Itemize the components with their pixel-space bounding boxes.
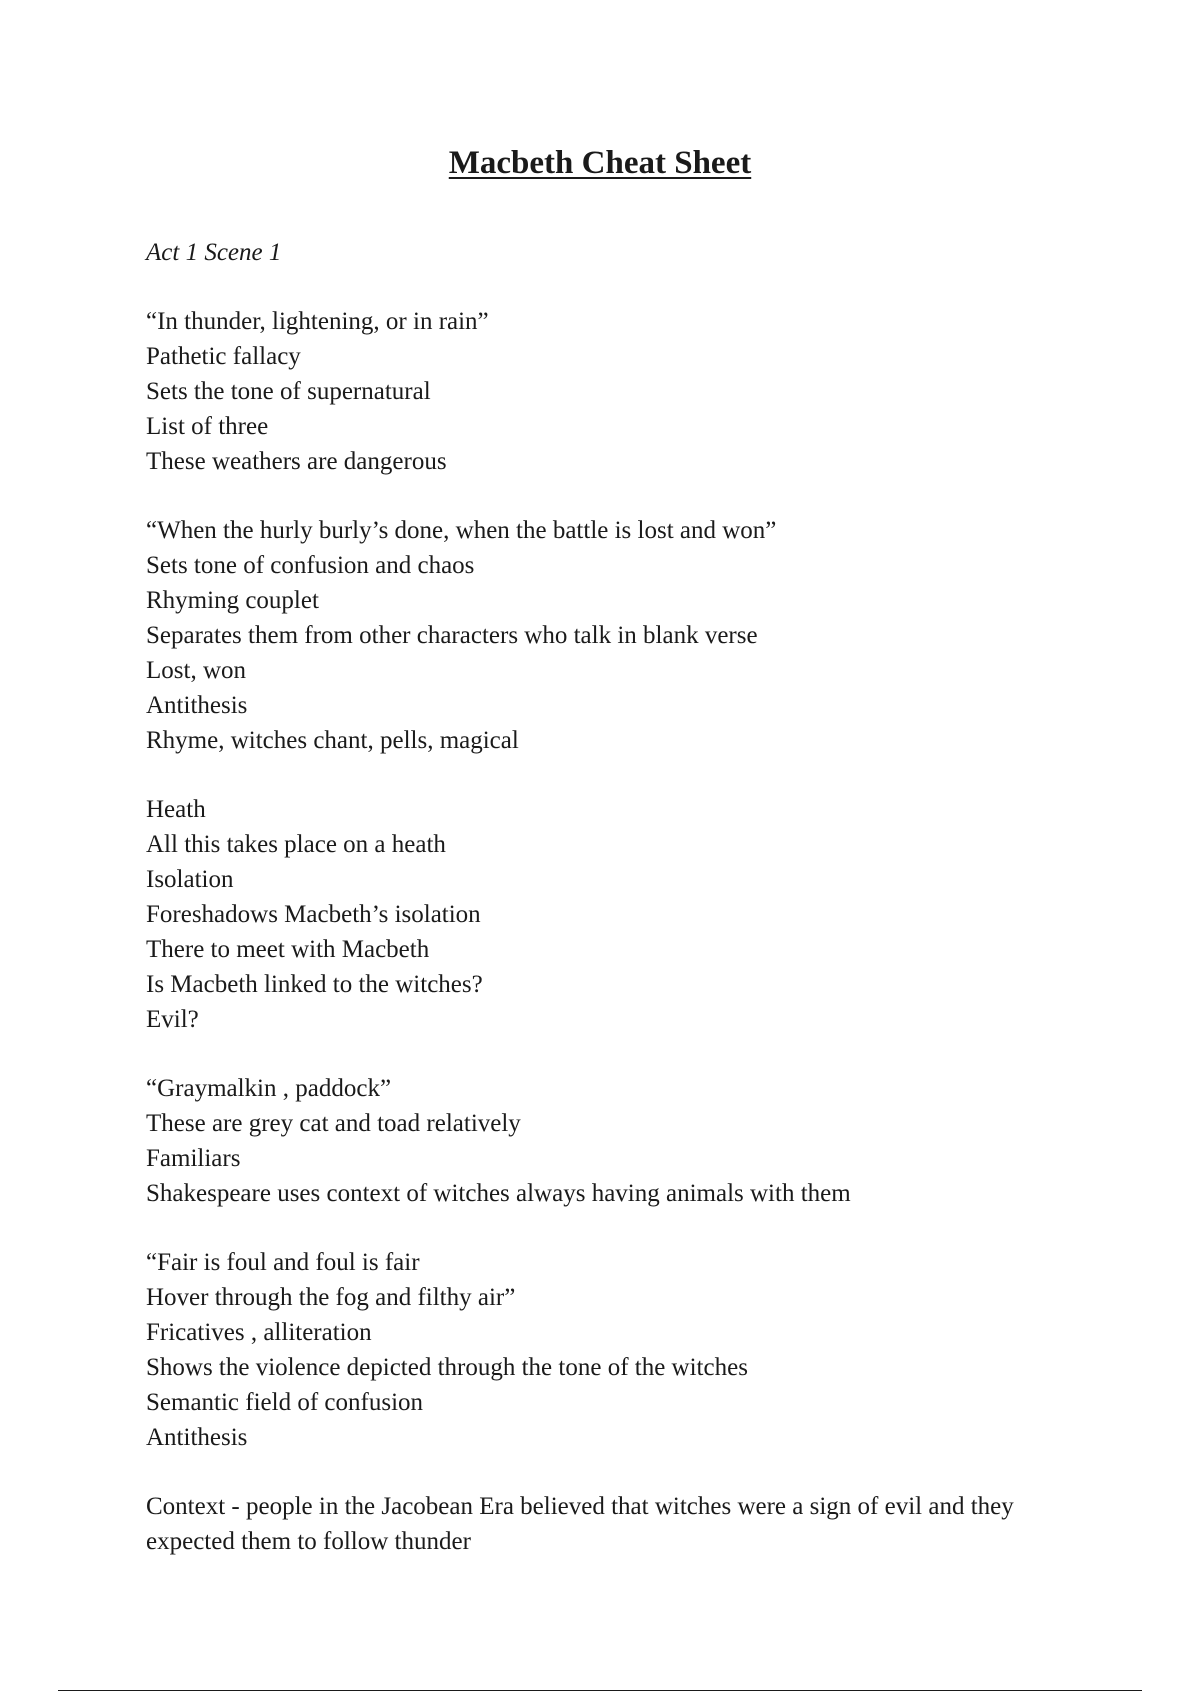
note-section — [146, 1245, 1086, 1455]
section-spacer — [146, 1211, 1086, 1245]
note-line: These are grey cat and toad relatively — [146, 1110, 521, 1137]
note-line: List of three — [146, 413, 269, 440]
note-line: “Fair is foul and foul is fair — [146, 1249, 420, 1276]
note-line: Antithesis — [146, 692, 248, 719]
note-line: Isolation — [146, 866, 234, 893]
note-section — [146, 792, 1086, 1037]
note-section — [146, 1071, 1086, 1211]
note-line: Lost, won — [146, 657, 246, 684]
note-line: Separates them from other characters who talk in blank verse — [146, 622, 758, 649]
section-spacer — [146, 1037, 1086, 1071]
section-spacer — [146, 1455, 1086, 1489]
note-section — [146, 1489, 1086, 1559]
note-line: Pathetic fallacy — [146, 343, 301, 370]
note-line: Semantic field of confusion — [146, 1389, 424, 1416]
note-line: These weathers are dangerous — [146, 448, 447, 475]
note-section — [146, 304, 1086, 479]
document-title — [0, 143, 1200, 183]
note-line: Fricatives , alliteration — [146, 1319, 372, 1346]
note-line: Shows the violence depicted through the tone of the witches — [146, 1354, 748, 1381]
note-line: “When the hurly burly’s done, when the battle is lost and won” — [146, 517, 777, 544]
note-line: Heath — [146, 796, 206, 823]
note-line: “In thunder, lightening, or in rain” — [146, 308, 489, 335]
note-line: All this takes place on a heath — [146, 831, 446, 858]
scene-heading: Act 1 Scene 1 — [146, 239, 282, 266]
note-line: Familiars — [146, 1145, 241, 1172]
note-line: Hover through the fog and filthy air” — [146, 1284, 516, 1311]
note-line: Rhyme, witches chant, pells, magical — [146, 727, 519, 754]
note-line: Sets tone of confusion and chaos — [146, 552, 475, 579]
section-spacer — [146, 479, 1086, 513]
note-line: Is Macbeth linked to the witches? — [146, 971, 483, 998]
context-paragraph: Context - people in the Jacobean Era believed that witches were a sign of evil and they expected them to follow thunder — [146, 1493, 1014, 1555]
note-line: Evil? — [146, 1006, 199, 1033]
footer-divider — [58, 1690, 1142, 1691]
note-line: Antithesis — [146, 1424, 248, 1451]
notes-body — [146, 304, 1086, 1559]
document-title-text: Macbeth Cheat Sheet — [448, 145, 752, 181]
note-line: Shakespeare uses context of witches always having animals with them — [146, 1180, 851, 1207]
note-line: There to meet with Macbeth — [146, 936, 430, 963]
note-line: “Graymalkin , paddock” — [146, 1075, 392, 1102]
note-line: Sets the tone of supernatural — [146, 378, 431, 405]
note-section — [146, 513, 1086, 758]
note-line: Rhyming couplet — [146, 587, 319, 614]
note-line: Foreshadows Macbeth’s isolation — [146, 901, 481, 928]
section-spacer — [146, 758, 1086, 792]
